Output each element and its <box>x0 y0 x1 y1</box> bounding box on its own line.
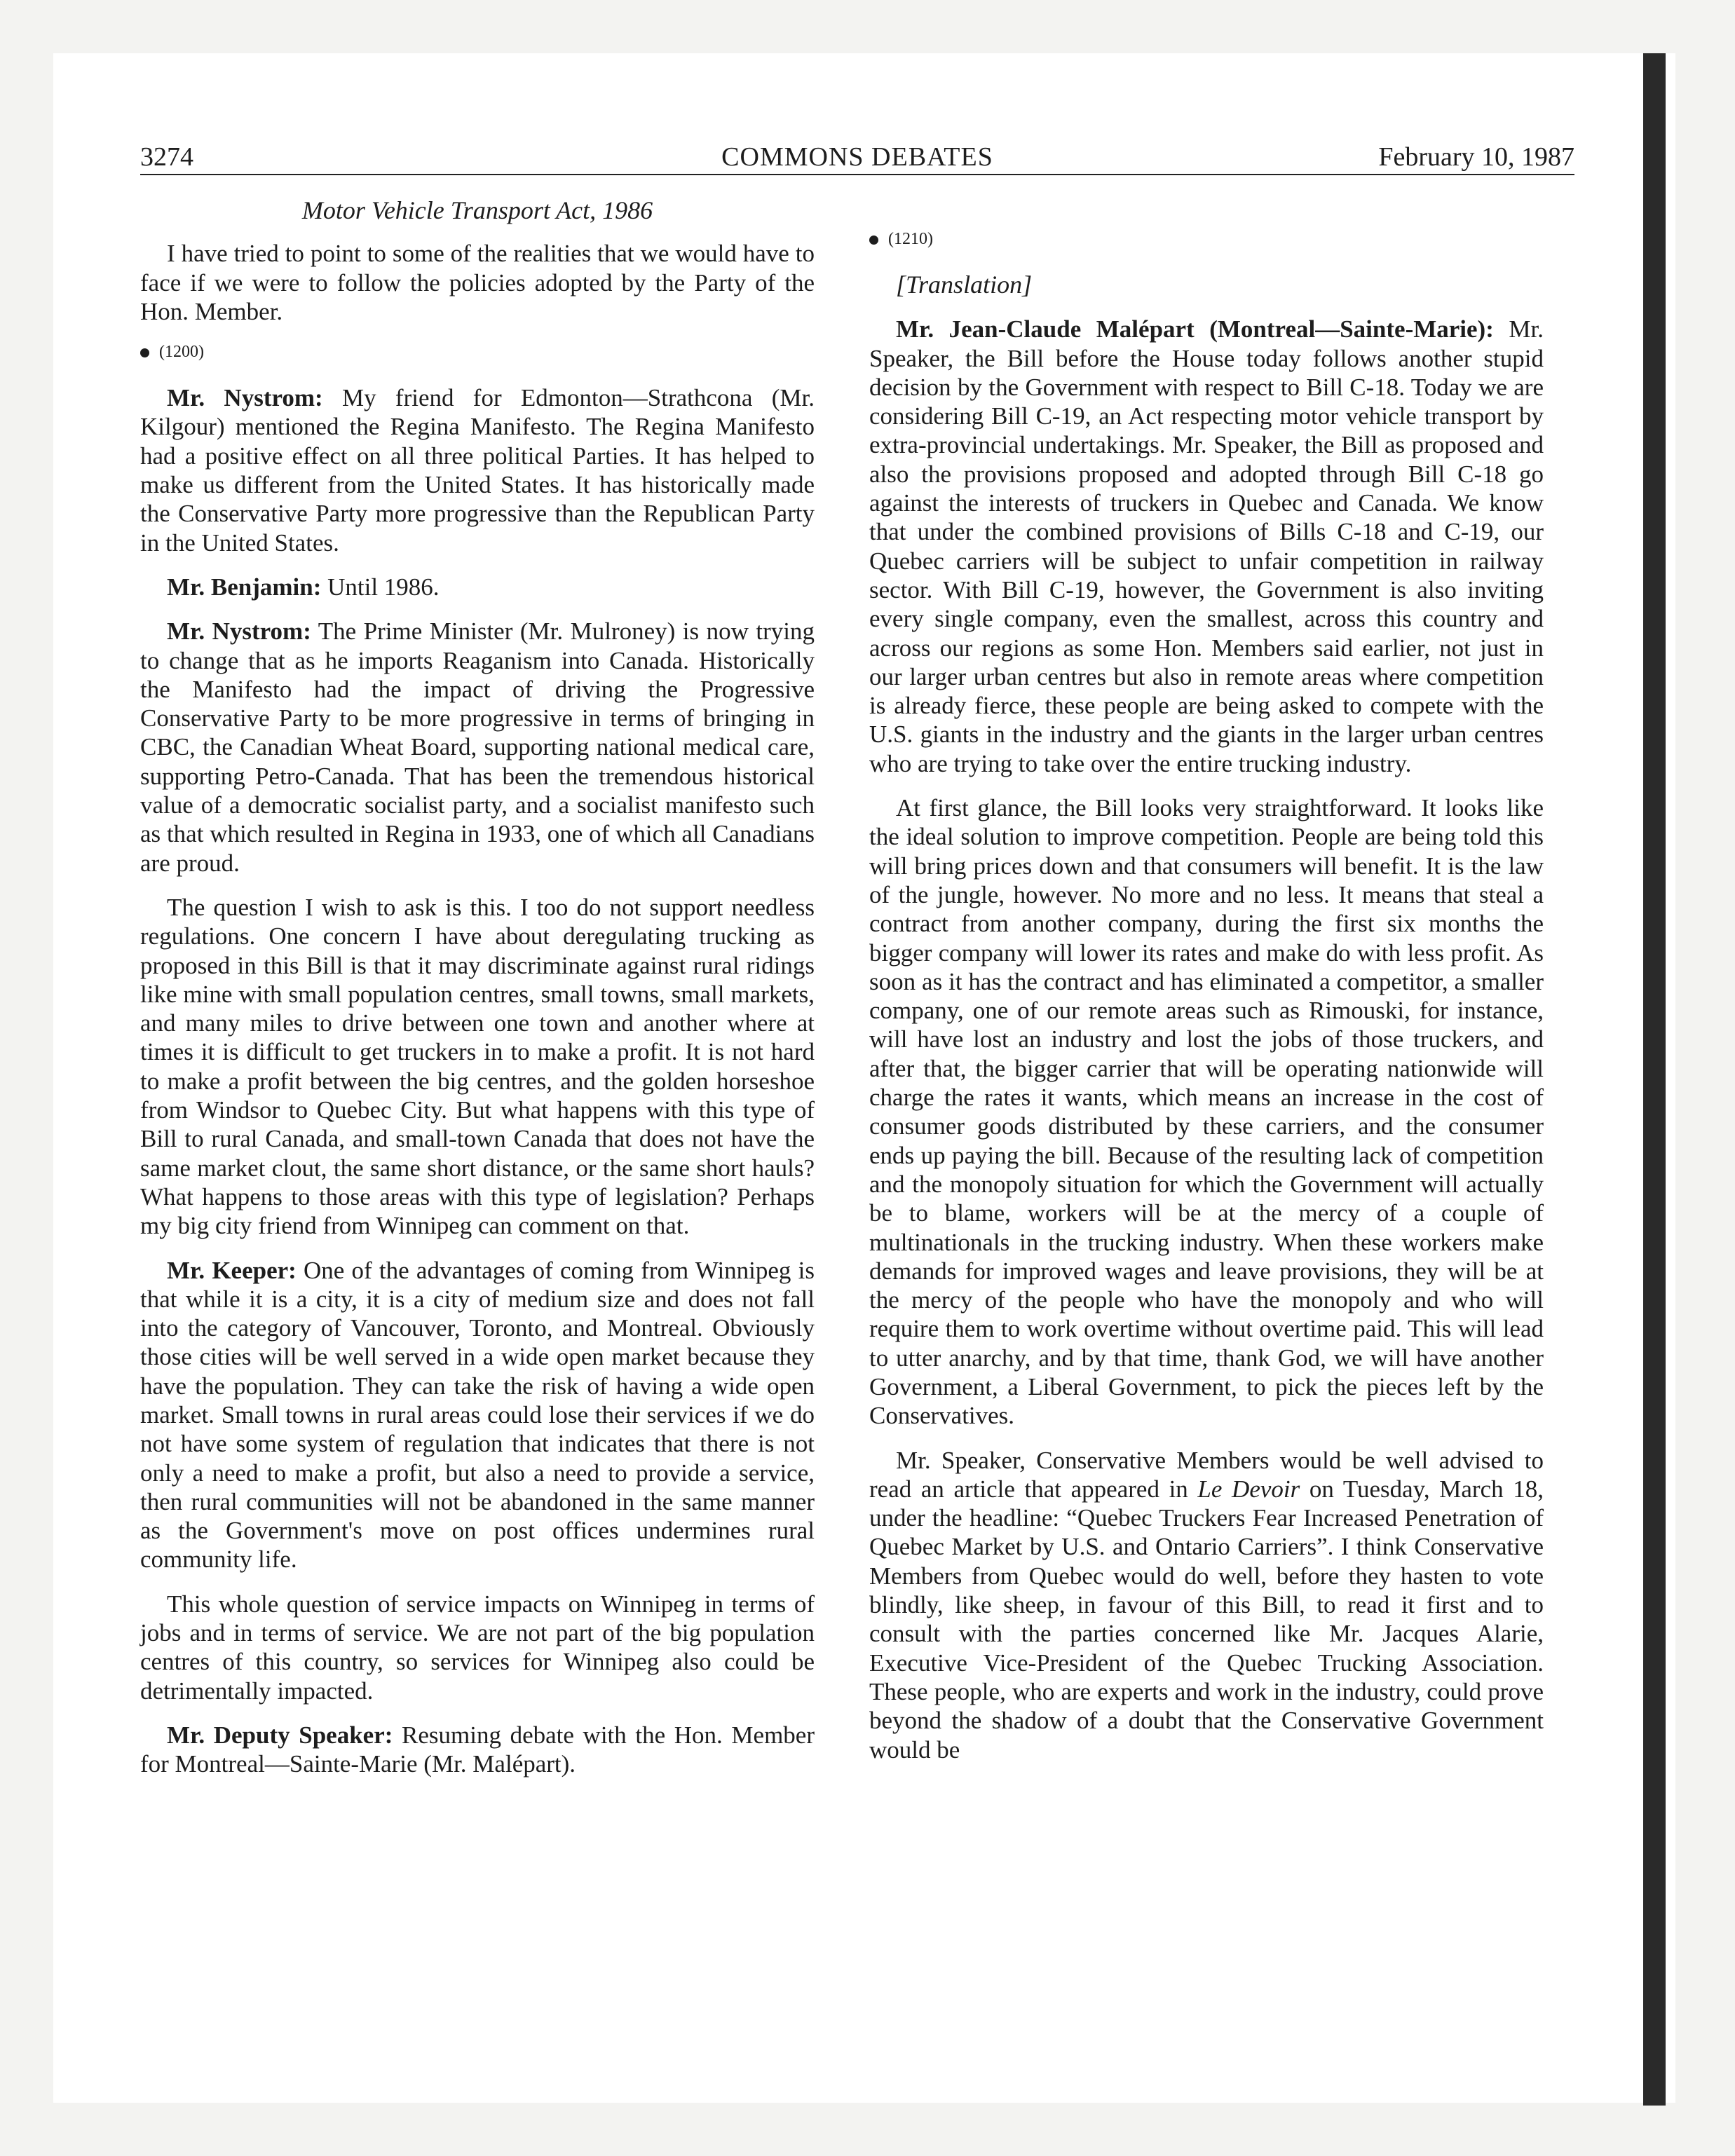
speech-text: Until 1986. <box>321 573 440 601</box>
paragraph <box>869 1446 1544 1764</box>
left-column <box>140 185 815 1794</box>
speech-text: Resuming debate with the Hon. Member for Montreal—Sainte-Marie (Mr. Malépart). <box>140 1721 815 1778</box>
text-run: Mr. Speaker, Conservative Members would be well advised to read an article that appeared in <box>869 1446 1544 1503</box>
running-header <box>140 137 1574 177</box>
binding-edge <box>1643 53 1666 2106</box>
speaker-name: Mr. Benjamin: <box>167 573 322 601</box>
issue-date: February 10, 1987 <box>1378 142 1574 172</box>
speech-text: Mr. Speaker, the Bill before the House today follows another stupid decision by the Government with respect to Bill C-18. Today we are considering Bill C-19, an Act respecting motor vehicle transport by extra-provincial undertakings. Mr. Speaker, the Bill as proposed and also the provisions proposed and adopted through Bill C-18 go against the interests of truckers in Quebec and Canada. We know that under the combined provisions of Bills C-18 and C-19, our Quebec carriers will be subject to unfair competition in railway sector. With Bill C-19, however, the Government is also inviting every single company, even the smallest, across this country and across our regions as some Hon. Members said earlier, not just in our larger urban centres but also in remote areas where competition is already fierce, these people are being asked to compete with the U.S. giants in the industry and the giants in the larger urban centres who are trying to take over the entire trucking industry. <box>869 315 1544 777</box>
time-marker <box>869 228 1544 250</box>
bullet-dot-icon <box>869 236 878 245</box>
time-marker-label: (1210) <box>888 230 933 248</box>
header-rule <box>140 174 1574 175</box>
speech-malepart <box>869 315 1544 778</box>
page-number: 3274 <box>140 142 193 172</box>
speaker-name: Mr. Deputy Speaker: <box>167 1721 393 1749</box>
speech-text: One of the advantages of coming from Winnipeg is that while it is a city, it is a city of medium size and does not fall into the category of Vancouver, Toronto, and Montreal. Obviously those cities will be well served in a wide open market because they have the population. They can take the risk of having a wide open market. Small towns in rural areas could lose their services if we do not have some system of regulation that indicates that there is not only a need to make a profit, but also a need to provide a service, then rural communities will not be abandoned in the same manner as the Government's move on post offices undermines rural community life. <box>140 1256 815 1574</box>
speech-deputy-speaker <box>140 1721 815 1779</box>
newspaper-title: Le Devoir <box>1197 1475 1300 1503</box>
time-marker-label: (1200) <box>159 343 204 362</box>
speaker-name: Mr. Jean-Claude Malépart (Montreal—Sainte-Marie): <box>896 315 1494 343</box>
speaker-name: Mr. Nystrom: <box>167 384 323 412</box>
speaker-name: Mr. Nystrom: <box>167 618 311 646</box>
paragraph: At first glance, the Bill looks very straightforward. It looks like the ideal solution to improve competition. People are being told this will bring prices down and that consumers will benefit. It is the law of the jungle, however. No more and no less. It means that steal a contract from another company, during the first six months the bigger company will lower its rates and make do with less profit. As soon as it has the contract and has eliminated a competitor, a smaller company, one of our remote areas such as Rimouski, for instance, will have lost an industry and lost the jobs of those truckers, and after that, the bigger carrier that will be operating nationwide will charge the rates it wants, which means an increase in the cost of consumer goods distributed by these carriers, and the consumer ends up paying the bill. Because of the resulting lack of competition and the monopoly situation for which the Government will actually be to blame, workers will be at the mercy of a couple of multinationals in the trucking industry. When these workers make demands for improved wages and leave provisions, they will be at the mercy of the people who have the monopoly and who will require them to work overtime without overtime paid. This will lead to utter anarchy, and by that time, thank God, we will have another Government, a Liberal Government, to pick the pieces left by the Conservatives. <box>869 794 1544 1430</box>
right-column <box>869 185 1544 1780</box>
speech-nystrom-2 <box>140 617 815 878</box>
paragraph: This whole question of service impacts on Winnipeg in terms of jobs and in terms of service. We are not part of the big population centres of this country, so services for Winnipeg also could be detrimentally impacted. <box>140 1590 815 1705</box>
bullet-dot-icon <box>140 348 149 357</box>
section-title: Motor Vehicle Transport Act, 1986 <box>301 196 653 224</box>
translation-note: [Translation] <box>896 271 1033 299</box>
speech-text: The Prime Minister (Mr. Mulroney) is now trying to change that as he imports Reaganism into Canada. Historically the Manifesto had the impact of driving the Progressive Conservative Party to be more progressive in terms of bringing in CBC, the Canadian Wheat Board, supporting national medical care, supporting Petro-Canada. That has been the tremendous historical value of a democratic socialist party, and a socialist manifesto such as that which resulted in Regina in 1933, one of which all Canadians are proud. <box>140 618 815 877</box>
speech-benjamin <box>140 573 815 601</box>
speech-text: My friend for Edmonton—Strathcona (Mr. Kilgour) mentioned the Regina Manifesto. The Regina Manifesto had a positive effect on all three political Parties. It has helped to make us different from the United States. It has historically made the Conservative Party more progressive than the Republican Party in the United States. <box>140 384 815 557</box>
publication-title: COMMONS DEBATES <box>721 142 993 172</box>
speaker-name: Mr. Keeper: <box>167 1256 297 1284</box>
speech-nystrom <box>140 383 815 557</box>
text-run: on Tuesday, March 18, under the headline: “Quebec Truckers Fear Increased Penetration of Quebec Market by U.S. and Ontario Carriers”. I think Conservative Members from Quebec would do well, before they hasten to vote blindly, like sheep, in favour of this Bill, to read it first and to consult with the parties concerned like Mr. Jacques Alarie, Executive Vice-President of the Quebec Trucking Association. These people, who are experts and work in the industry, could prove beyond the shadow of a doubt that the Conservative Government would be <box>869 1475 1544 1763</box>
speech-keeper <box>140 1256 815 1574</box>
time-marker <box>140 341 815 362</box>
paragraph: I have tried to point to some of the realities that we would have to face if we were to follow the policies adopted by the Party of the Hon. Member. <box>140 240 815 325</box>
paragraph: The question I wish to ask is this. I too do not support needless regulations. One concern I have about deregulating trucking as proposed in this Bill is that it may discriminate against rural ridings like mine with small population centres, small towns, small markets, and many miles to drive between one town and another where at times it is difficult to get truckers in to make a profit. It is not hard to make a profit between the big centres, and the golden horseshoe from Windsor to Quebec City. But what happens with this type of Bill to rural Canada, and small-town Canada that does not have the same market clout, the same short distance, or the same short hauls? What happens to those areas with this type of legislation? Perhaps my big city friend from Winnipeg can comment on that. <box>140 893 815 1240</box>
